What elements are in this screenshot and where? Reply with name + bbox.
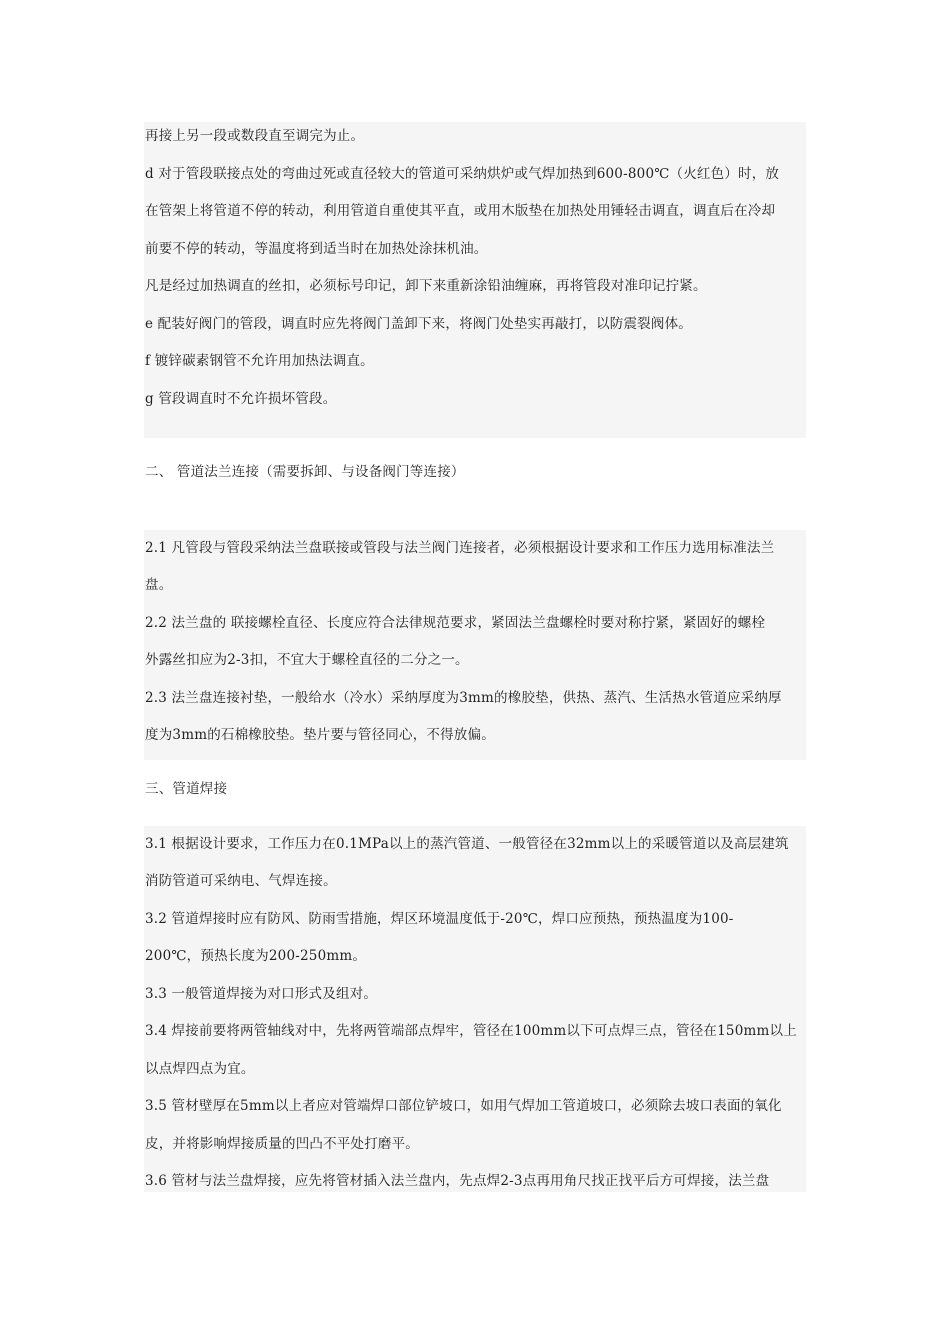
paragraph-line: 3.3 一般管道焊接为对口形式及组对。 (145, 986, 378, 1002)
paragraph-line: 3.6 管材与法兰盘焊接，应先将管材插入法兰盘内，先点焊2-3点再用角尺找正找平后方可焊接，法兰盘 (145, 1173, 770, 1189)
section-heading: 二、 管道法兰连接（需要拆卸、与设备阀门等连接） (145, 464, 465, 480)
paragraph-line: f 镀锌碳素钢管不允许用加热法调直。 (145, 353, 374, 369)
paragraph-line: e 配装好阀门的管段，调直时应先将阀门盖卸下来，将阀门处垫实再敲打，以防震裂阀体。 (145, 316, 692, 332)
paragraph-line: 消防管道可采纳电、气焊连接。 (145, 873, 337, 889)
paragraph-line: 再接上另一段或数段直至调完为止。 (145, 128, 365, 144)
paragraph-line: 在管架上将管道不停的转动，利用管道自重使其平直，或用木版垫在加热处用锤轻击调直，调直后在冷却 (145, 203, 776, 219)
paragraph-line: 前要不停的转动，等温度将到适当时在加热处涂抹机油。 (145, 241, 488, 257)
paragraph-line: 3.5 管材壁厚在5mm以上者应对管端焊口部位铲坡口，如用气焊加工管道坡口，必须除去坡口表面的氧化 (145, 1098, 782, 1114)
paragraph-line: 皮，并将影响焊接质量的凹凸不平处打磨平。 (145, 1136, 419, 1152)
paragraph-line: 2.1 凡管段与管段采纳法兰盘联接或管段与法兰阀门连接者，必须根据设计要求和工作压力选用标准法兰 (145, 540, 775, 556)
paragraph-line: 2.2 法兰盘的 联接螺栓直径、长度应符合法律规范要求，紧固法兰盘螺栓时要对称拧紧，紧固好的螺栓 (145, 615, 766, 631)
paragraph-line: 3.1 根据设计要求，工作压力在0.1MPa以上的蒸汽管道、一般管径在32mm以上的采暖管道以及高层建筑 (145, 836, 789, 852)
paragraph-line: 3.4 焊接前要将两管轴线对中，先将两管端部点焊牢，管径在100mm以下可点焊三点，管径在150mm以上 (145, 1023, 797, 1039)
section-heading: 三、管道焊接 (145, 781, 228, 797)
paragraph-line: 3.2 管道焊接时应有防风、防雨雪措施，焊区环境温度低于-20℃，焊口应预热，预热温度为100- (145, 911, 734, 927)
paragraph-line: 凡是经过加热调直的丝扣，必须标号印记，卸下来重新涂铅油缠麻，再将管段对准印记拧紧。 (145, 278, 707, 294)
paragraph-line: 盘。 (145, 577, 173, 593)
paragraph-line: 2.3 法兰盘连接衬垫，一般给水（冷水）采纳厚度为3mm的橡胶垫，供热、蒸汽、生活热水管道应采纳厚 (145, 690, 782, 706)
paragraph-line: 外露丝扣应为2-3扣，不宜大于螺栓直径的二分之一。 (145, 652, 469, 668)
paragraph-line: 200℃，预热长度为200-250mm。 (145, 948, 367, 964)
paragraph-line: 度为3mm的石棉橡胶垫。垫片要与管径同心，不得放偏。 (145, 727, 495, 743)
paragraph-line: 以点焊四点为宜。 (145, 1061, 255, 1077)
paragraph-line: g 管段调直时不允许损坏管段。 (145, 391, 337, 407)
paragraph-line: d 对于管段联接点处的弯曲过死或直径较大的管道可采纳烘炉或气焊加热到600-800℃（火红色）时，放 (145, 166, 780, 182)
